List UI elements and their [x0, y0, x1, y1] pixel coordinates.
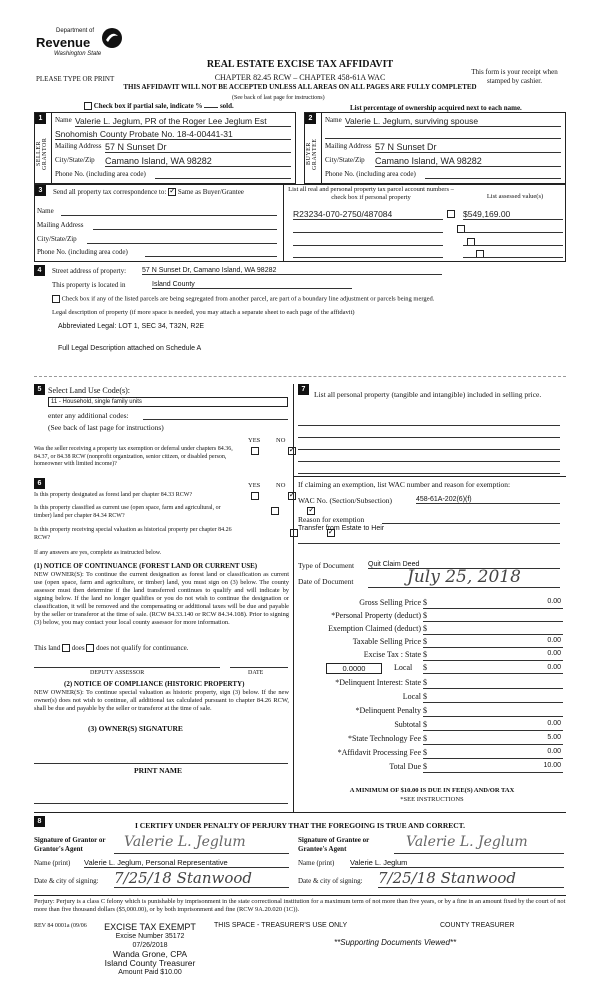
partial-sale-label: Check box if partial sale, indicate %: [93, 102, 203, 110]
grantor-name-label: Name (print): [34, 859, 71, 867]
send-to-row: [53, 188, 244, 196]
fin-label: Local: [402, 692, 421, 701]
form-title: REAL ESTATE EXCISE TAX AFFIDAVIT: [206, 59, 394, 70]
fin-label: *State Technology Fee: [347, 734, 421, 743]
segregate-checkbox[interactable]: [52, 295, 60, 303]
minimum-due-note: A MINIMUM OF $10.00 IS DUE IN FEE(S) AND/OR TAX: [349, 787, 515, 794]
corr-name-row: [37, 207, 277, 215]
if-yes-note: If any answers are yes, complete as instructed below.: [34, 550, 162, 556]
subtotal-row: [263, 720, 563, 732]
corr-addr-row: [37, 221, 277, 229]
fin-value[interactable]: [423, 706, 563, 717]
fin-label: *Affidavit Processing Fee: [337, 748, 421, 757]
current-use-question: Is this property classified as current use (open space, farm and agricultural, or timber) land per chapter 84.34 RCW?: [34, 505, 221, 519]
located-value[interactable]: Island County: [152, 281, 352, 289]
acct-number-1[interactable]: R23234-070-2750/487084: [293, 209, 443, 220]
fin-label: Gross Selling Price: [359, 598, 421, 607]
dollar-sign: $: [423, 678, 427, 687]
additional-codes-label: enter any additional codes:: [48, 411, 129, 420]
grantee-sig-label: Signature of Grantee or Grantee's Agent: [298, 836, 370, 853]
select-land-use-label: Select Land Use Code(s):: [48, 386, 130, 395]
buyer-addr-label: Mailing Address: [325, 142, 372, 150]
additional-codes-row: [48, 411, 288, 420]
grantee-name-value[interactable]: Valerie L. Jeglum: [350, 858, 564, 868]
corr-phone-value[interactable]: [145, 248, 277, 257]
fin-amount: 0.00: [547, 720, 561, 727]
buyer-phone-value[interactable]: [425, 170, 561, 179]
receipt-note: This form is your receipt when stamped by cashier.: [471, 68, 558, 85]
no-label-5: NO: [276, 437, 286, 444]
dollar-sign: $: [423, 650, 427, 659]
section-number: 5: [34, 384, 45, 395]
processing-fee-row: [263, 748, 563, 760]
forest-yes-checkbox[interactable]: [251, 492, 259, 500]
county-treasurer-label: COUNTY TREASURER: [440, 922, 515, 929]
forest-no-checkbox[interactable]: [288, 492, 296, 500]
personal-property-row: [263, 611, 563, 623]
supporting-docs-note: **Supporting Documents Viewed**: [334, 938, 457, 947]
dor-logo-line3: Washington State: [54, 51, 102, 57]
doc-date-label: Date of Document: [298, 577, 354, 586]
dollar-sign: $: [423, 706, 427, 715]
section-4-property: [34, 264, 566, 374]
seller-addr-value[interactable]: 57 N Sunset Dr: [105, 142, 291, 153]
fin-amount: 0.00: [547, 637, 561, 644]
total-due-row: [263, 762, 563, 774]
fin-amount: 0.00: [547, 650, 561, 657]
dor-swirl-icon: [100, 26, 124, 50]
fin-label: Exemption Claimed (deduct): [328, 624, 421, 633]
date-label: DATE: [248, 670, 264, 676]
dor-logo-line2: Revenue: [36, 35, 91, 50]
see-instructions-note: *SEE INSTRUCTIONS: [400, 796, 464, 803]
buyer-name-row: [325, 116, 561, 127]
certify-statement: I CERTIFY UNDER PENALTY OF PERJURY THAT THE FOREGOING IS TRUE AND CORRECT.: [134, 821, 465, 830]
seller-name-2[interactable]: Snohomish County Probate No. 18-4-00441-31: [55, 129, 291, 140]
dor-logo-line1: Department of: [56, 28, 95, 34]
buyer-addr-value[interactable]: 57 N Sunset Dr: [375, 142, 561, 153]
fin-label: *Delinquent Interest: State: [335, 678, 421, 687]
stamp-title: EXCISE TAX EXEMPT: [104, 922, 196, 932]
acct-header: List all real and personal property tax parcel account numbers – check box if personal property: [288, 186, 454, 201]
fin-value[interactable]: [423, 748, 563, 759]
located-label: This property is located in: [52, 281, 126, 289]
fin-label: *Personal Property (deduct): [331, 611, 421, 620]
grantor-date-value[interactable]: 7/25/18 Stanwood: [114, 868, 289, 888]
dollar-sign: $: [423, 598, 427, 607]
dollar-sign: $: [423, 720, 427, 729]
see-back-top: (See back of last page for instructions): [232, 95, 325, 101]
taxable-price-row: [263, 637, 563, 649]
section-number: 8: [34, 816, 45, 827]
fin-label: Subtotal: [394, 720, 421, 729]
fin-amount: 0.00: [547, 598, 561, 605]
buyer-city-label: City/State/Zip: [325, 156, 365, 164]
seller-city-row: [55, 156, 291, 167]
seller-addr-row: [55, 142, 291, 153]
yes-label-6: YES: [248, 482, 261, 489]
reason-row: [298, 515, 560, 524]
seller-city-label: City/State/Zip: [55, 156, 95, 164]
corr-name-label: Name: [37, 207, 54, 215]
doc-type-value[interactable]: Quit Claim Deed: [368, 561, 560, 569]
street-value[interactable]: 57 N Sunset Dr, Camano Island, WA 98282: [142, 267, 442, 275]
fin-value[interactable]: [423, 611, 563, 622]
corr-addr-label: Mailing Address: [37, 221, 84, 229]
rev-number: REV 84 0001a (09/06: [34, 923, 87, 929]
fin-rows-2: [263, 678, 563, 778]
buyer-city-value[interactable]: Camano Island, WA 98282: [375, 156, 561, 167]
section-number: 7: [298, 384, 309, 395]
excise-state-row: [263, 650, 563, 662]
fin-amount: 10.00: [543, 762, 561, 769]
seller-city-value[interactable]: Camano Island, WA 98282: [105, 156, 291, 167]
continuance-row: [34, 644, 188, 652]
please-type: PLEASE TYPE OR PRINT: [36, 75, 115, 83]
seller-phone-value[interactable]: [155, 170, 291, 179]
grantor-name-value[interactable]: Valerie L. Jeglum, Personal Representative: [84, 858, 289, 868]
corr-city-label: City/State/Zip: [37, 235, 77, 243]
grantor-date-label: Date & city of signing:: [34, 877, 99, 885]
buyer-addr-row: [325, 142, 561, 153]
corr-addr-value[interactable]: [93, 221, 277, 230]
buyer-city-row: [325, 156, 561, 167]
does-label: does: [71, 644, 85, 652]
section-8-signatures: [34, 816, 566, 894]
delinquent-interest-state-row: [263, 678, 563, 690]
form-warning: THIS AFFIDAVIT WILL NOT BE ACCEPTED UNLESS ALL AREAS ON ALL PAGES ARE FULLY COMPLETED: [123, 83, 477, 91]
grantee-date-label: Date & city of signing:: [298, 877, 363, 885]
technology-fee-row: [263, 734, 563, 746]
same-as-buyer-checkbox[interactable]: [168, 188, 176, 196]
fin-value[interactable]: [423, 678, 563, 689]
this-land-label: This land: [34, 644, 61, 652]
list-pct-note: List percentage of ownership acquired next to each name.: [350, 104, 522, 112]
fin-rows-1: [263, 598, 563, 658]
dollar-sign: $: [423, 734, 427, 743]
fin-label: Excise Tax : State: [363, 650, 421, 659]
grantee-date-value[interactable]: 7/25/18 Stanwood: [378, 868, 564, 888]
doc-date-value[interactable]: July 25, 2018: [368, 567, 560, 588]
stamp-paid: Amount Paid $10.00: [118, 969, 182, 976]
notice-continuance-text: NEW OWNER(S): To continue the current designation as forest land or classification as current use (open space, farm and agriculture, or timber) land, you must sign on (3) below. The county assessor must then determine if the land transferred continues to qualify and will indicate by signing below. If the land no longer qualifies or you do not wish to continue the designation or classification, it will be removed and the compensating or additional taxes will be due and payable by the seller or transferor at the time of sale. (RCW 84.33.140 or RCW 84.34.108). Prior to signing (3) below, you may contact your local county assessor for more information.: [34, 571, 289, 626]
val-header: List assessed value(s): [486, 193, 544, 200]
local-rate[interactable]: 0.0000: [326, 663, 382, 674]
fin-value[interactable]: [423, 734, 563, 745]
corr-phone-label: Phone No. (including area code): [37, 248, 128, 256]
fin-value[interactable]: [423, 650, 563, 661]
dollar-sign: $: [423, 611, 427, 620]
same-as-buyer-label: Same as Buyer/Grantee: [177, 188, 244, 196]
exemption-question: Was the seller receiving a property tax exemption or deferral under chapters 84.36, 84.37, or 84.38 RCW (nonprofit organization, senior citizen, or disabled person, homeowner with limited income)?: [34, 446, 233, 467]
section-number: 6: [34, 478, 45, 489]
buyer-name-value[interactable]: Valerie L. Jeglum, surviving spouse: [345, 116, 561, 127]
partial-sale-row: [84, 102, 234, 110]
qualify-label: qualify for continuance.: [121, 644, 189, 652]
notice-compliance-text: NEW OWNER(S): To continue special valuation as historic property, sign (3) below. If the new owner(s) does not wish to continue, all additional tax calculated pursuant to chapter 84.26 RCW, shall be due and payable by the seller or transferor at the time of sale.: [34, 689, 289, 712]
additional-codes-value[interactable]: [143, 411, 288, 420]
seller-name-value[interactable]: Valerie L. Jeglum, PR of the Roger Lee Jeglum Est: [75, 116, 291, 127]
send-to-label: Send all property tax correspondence to:: [53, 188, 167, 196]
exemption-yes-checkbox[interactable]: [251, 447, 259, 455]
fin-amount: 0.00: [547, 748, 561, 755]
gross-price-row: [263, 598, 563, 610]
grantor-sig-label: Signature of Grantor or Grantor's Agent: [34, 836, 106, 853]
sold-label: sold.: [219, 102, 234, 110]
wac-value[interactable]: 458-61A-202(6)(f): [416, 496, 560, 504]
treasurer-use-label: THIS SPACE - TREASURER'S USE ONLY: [214, 922, 348, 929]
dollar-sign: $: [423, 748, 427, 757]
personal-property-label: List all personal property (tangible and intangible) included in selling price.: [314, 390, 542, 399]
owner-signature-title: (3) OWNER(S) SIGNATURE: [88, 724, 183, 733]
fin-value[interactable]: [423, 624, 563, 635]
does-checkbox[interactable]: [62, 644, 70, 652]
dollar-sign: $: [423, 624, 427, 633]
street-label: Street address of property:: [52, 267, 127, 275]
section-5-land-use: [34, 384, 292, 472]
grantee-name-label: Name (print): [298, 859, 335, 867]
reason-value[interactable]: Transfer from Estate to Heir: [298, 525, 385, 532]
assessed-value-1[interactable]: $549,169.00: [463, 209, 563, 220]
fin-value[interactable]: [423, 720, 563, 731]
segregate-label: Check box if any of the listed parcels are being segregated from another parcel, are part of a boundary line adjustment or parcels being merged.: [61, 295, 435, 303]
stamp-number: Excise Number 35172: [115, 933, 185, 940]
doc-type-label: Type of Document: [298, 561, 355, 570]
historic-yes-checkbox[interactable]: [290, 529, 298, 537]
section-number: 1: [35, 113, 46, 124]
seller-addr-label: Mailing Address: [55, 142, 102, 150]
fin-label: Taxable Selling Price: [352, 637, 421, 646]
stamp-name: Wanda Grone, CPA: [112, 949, 188, 959]
local-label: Local: [394, 663, 413, 672]
dollar-sign: $: [423, 637, 427, 646]
seller-name-row: [55, 116, 291, 127]
section-3-correspondence: [34, 184, 566, 262]
fin-value[interactable]: [423, 692, 563, 703]
delinquent-interest-local-row: [263, 692, 563, 704]
located-row: [52, 281, 552, 289]
does-not-label: does not: [96, 644, 120, 652]
no-label-6: NO: [276, 482, 286, 489]
current-use-yes-checkbox[interactable]: [271, 507, 279, 515]
partial-sale-checkbox[interactable]: [84, 102, 92, 110]
delinquent-penalty-row: [263, 706, 563, 718]
fin-label: Total Due: [389, 762, 421, 771]
corr-city-row: [37, 235, 277, 243]
perjury-notice: Perjury: Perjury is a class C felony which is punishable by imprisonment in the state correctional institution for a maximum term of not more than five years, or by a fine in an amount fixed by the court of not more than five thousand dollars ($5,000.00), or by both imprisonment and fine (RCW 9A.20.020 (1C)).: [34, 898, 566, 913]
grantor-signature[interactable]: Valerie L. Jeglum: [124, 834, 246, 850]
notice-continuance-title: (1) NOTICE OF CONTINUANCE (FOREST LAND OR CURRENT USE): [34, 562, 258, 570]
yes-label-5: YES: [248, 437, 261, 444]
section-number: 4: [34, 265, 45, 276]
seller-name-label: Name: [55, 116, 72, 124]
forest-question: Is this property designated as forest land per chapter 84.33 RCW?: [34, 492, 193, 498]
exemption-no-checkbox[interactable]: [288, 447, 296, 455]
print-name-label: PRINT NAME: [134, 766, 182, 775]
local-amount: 0.00: [547, 664, 561, 671]
exemption-claimed-row: [263, 624, 563, 636]
corr-name-value[interactable]: [61, 207, 277, 216]
buyer-phone-row: [325, 170, 561, 181]
notice-compliance-title: (2) NOTICE OF COMPLIANCE (HISTORIC PROPERTY): [64, 680, 245, 688]
street-row: [52, 267, 552, 275]
buyer-name-label: Name: [325, 116, 342, 124]
full-legal[interactable]: Full Legal Description attached on Schedule A: [58, 345, 202, 352]
fin-amount: 5.00: [547, 734, 561, 741]
dollar-sign: $: [423, 663, 427, 672]
fin-value[interactable]: [423, 762, 563, 773]
corr-phone-row: [37, 248, 277, 256]
seller-phone-row: [55, 170, 291, 181]
legal-label: Legal description of property (if more space is needed, you may attach a separate sheet to each page of the affidavit): [52, 309, 355, 316]
seller-phone-label: Phone No. (including area code): [55, 170, 146, 178]
stamp-date: 07/26/2018: [132, 942, 168, 949]
segregate-row: [52, 295, 562, 303]
fin-label: *Delinquent Penalty: [355, 706, 421, 715]
fin-value[interactable]: [423, 637, 563, 648]
doc-date-row: [298, 567, 560, 587]
section-7-financials: [298, 384, 566, 812]
section-6-continuance: [34, 478, 292, 808]
see-back-5: (See back of last page for instructions): [48, 423, 164, 432]
abbrev-legal[interactable]: Abbreviated Legal: LOT 1, SEC 34, T32N, R2E: [58, 323, 205, 330]
section-1-seller: [34, 112, 296, 184]
form-subtitle: CHAPTER 82.45 RCW – CHAPTER 458-61A WAC: [214, 73, 386, 82]
dollar-sign: $: [423, 692, 427, 701]
buyer-side-label: BUYER GRANTEE: [306, 138, 318, 170]
grantee-signature[interactable]: Valerie L. Jeglum: [406, 834, 528, 850]
reason-label: Reason for exemption: [298, 515, 365, 524]
deputy-assessor-label: DEPUTY ASSESSOR: [90, 670, 145, 676]
dollar-sign: $: [423, 762, 427, 771]
wac-claim-label: If claiming an exemption, list WAC number and reason for exemption:: [298, 480, 511, 489]
treasurer-stamp: [90, 923, 210, 977]
stamp-office: Island County Treasurer: [104, 958, 196, 968]
local-row: [298, 663, 560, 675]
seller-side-label: SELLER GRANTOR: [36, 137, 48, 171]
historic-question: Is this property receiving special valuation as historical property per chapter 84.26 RCW?: [34, 527, 232, 541]
personal-property-checkbox-1[interactable]: [447, 210, 455, 218]
section-number: 3: [35, 185, 46, 196]
buyer-phone-label: Phone No. (including area code): [325, 170, 416, 178]
fin-value[interactable]: [423, 598, 563, 609]
section-number: 2: [305, 113, 316, 124]
wac-label: WAC No. (Section/Subsection): [298, 496, 392, 505]
corr-city-value[interactable]: [87, 235, 277, 244]
wac-row: [298, 496, 560, 505]
does-not-checkbox[interactable]: [86, 644, 94, 652]
section-2-buyer: [304, 112, 566, 184]
land-use-code[interactable]: 11 - Household, single family units: [48, 397, 288, 407]
local-value[interactable]: [423, 663, 563, 674]
